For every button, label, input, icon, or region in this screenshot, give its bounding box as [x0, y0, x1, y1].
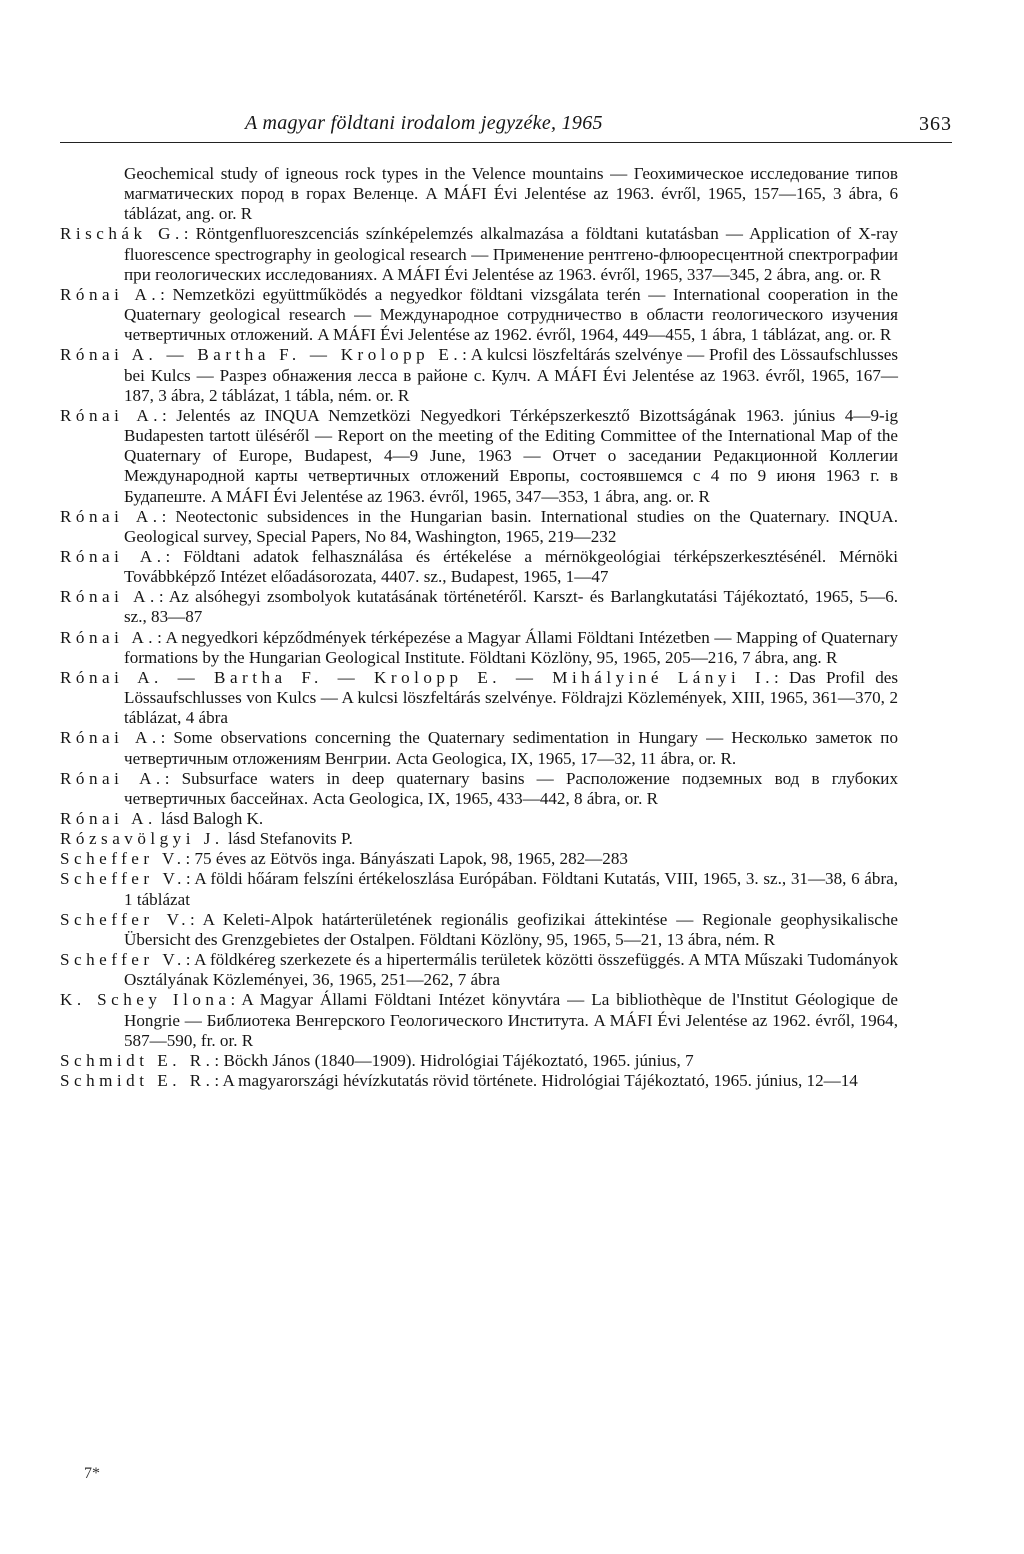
page-header: [60, 102, 952, 143]
entry-author: Rónai A.: [60, 506, 162, 526]
entry-text: : Földtani adatok felhasználása és értékelése a mérnökgeológiai térképszerkesztésénél. Mérnöki Továbbképző Intézet előadásorozata, 4407. sz., Budapest, 1965, 1—47: [124, 546, 898, 587]
bibliography-entry: [60, 406, 898, 507]
entry-text: : A Magyar Állami Földtani Intézet könyvtára — La bibliothèque de l'Institut Géologique de Hongrie — Библиотека Венгерского Геологического Института. A MÁFI Évi Jelentése az 1962. évről, 1964, 587—590, fr. or. R: [124, 990, 898, 1050]
entry-text: : Röntgenfluoreszcenciás színképelemzés alkalmazása a földtani kutatásban — Application of X-ray fluorescence spectrography in geological research — Применение рентгено-флюоресцентной спектрографии при геологических исследованиях. A MÁFI Évi Jelentése az 1963. évről, 1965, 337—345, 2 ábra, ang. or. R: [124, 224, 898, 284]
entry-author: Rózsavölgyi J.: [60, 829, 224, 849]
entry-author: Scheffer V.: [60, 869, 186, 889]
entry-author: Rischák G.: [60, 224, 184, 244]
entry-author: Rónai A.: [60, 405, 163, 425]
entry-text: : Subsurface waters in deep quaternary basins — Расположение подземных вод в глубоких четвертичных бассейнах. Acta Geologica, IX, 1965, 433—442, 8 ábra, or. R: [124, 768, 898, 808]
entry-author: Rónai A.: [60, 546, 166, 566]
entry-text: : A magyarországi hévízkutatás rövid története. Hidrológiai Tájékoztató, 1965. június, 12—14: [214, 1071, 858, 1091]
bibliography-entry: [60, 849, 898, 869]
entry-author: Rónai A.: [60, 284, 161, 304]
entry-text: : A negyedkori képződmények térképezése a Magyar Állami Földtani Intézetben — Mapping of Quaternary formations by the Hungarian Geological Institute. Földtani Közlöny, 95, 1965, 205—216, 7 ábra, ang. R: [124, 627, 898, 667]
bibliography-entry: [60, 990, 898, 1050]
bibliography-entry: [60, 809, 898, 829]
bibliography-entry: [60, 1051, 898, 1071]
entry-text: : A földkéreg szerkezete és a hipertermális területek közötti összefüggés. A MTA Műszaki Tudományok Osztályának Közleményei, 36, 1965, 251—262, 7 ábra: [124, 950, 898, 990]
bibliography-entry: [60, 224, 898, 284]
entry-author: Rónai A. — Bartha F. — Krolopp E. — Mihályiné Lányi I.: [60, 667, 774, 687]
bibliography-entry: [60, 910, 898, 950]
entry-author: Scheffer V.: [60, 950, 186, 970]
entry-author: Rónai A.: [60, 728, 161, 748]
entry-author: Schmidt E. R.: [60, 1050, 215, 1070]
entry-author: Scheffer V.: [60, 849, 186, 869]
bibliography-entry: [60, 164, 898, 224]
entry-author: Rónai A.: [60, 809, 157, 828]
entry-text: : Az alsóhegyi zsombolyok kutatásának történetéről. Karszt- és Barlangkutatási Tájékoztató, 1965, 5—6. sz., 83—87: [124, 587, 899, 627]
entry-text: : A Keleti-Alpok határterületének regionális geofizikai áttekintése — Regionale geophysikalische Übersicht des Grenzgebietes der Ostalpen. Földtani Közlöny, 95, 1965, 5—21, 13 ábra, ném. R: [124, 909, 898, 949]
bibliography-entry: [60, 587, 898, 627]
entry-text: : A kulcsi löszfeltárás szelvénye — Profil des Lössaufschlusses bei Kulcs — Разрез обнажения лесса в районе с. Кулч. A MÁFI Évi Jelentése az 1963. évről, 1965, 167—187, 3 ábra, 2 táblázat, 1 tábla, ném. or. R: [124, 345, 898, 405]
entry-text: : Nemzetközi együttműködés a negyedkor földtani vizsgálata terén — International cooperation in the Quaternary geological research — Международное сотрудничество в области геологического изучения четвертичных отложений. A MÁFI Évi Jelentése az 1962. évről, 1964, 449—455, 1 ábra, 1 táblázat, ang. or. R: [124, 284, 898, 345]
bibliography-entry: [60, 769, 898, 809]
entry-author: Schmidt E. R.: [60, 1071, 215, 1091]
bibliography-entry: [60, 628, 898, 668]
bibliography-entry: [60, 507, 898, 547]
entry-text: : Some observations concerning the Quaternary sedimentation in Hungary — Несколько заметок по четвертичным отложениям Венгрии. Acta Geologica, IX, 1965, 17—32, 11 ábra, or. R.: [124, 728, 898, 768]
entry-text: : 75 éves az Eötvös inga. Bányászati Lapok, 98, 1965, 282—283: [185, 849, 628, 869]
bibliography-entry: [60, 950, 898, 990]
bibliography-list: [60, 164, 898, 1091]
bibliography-entry: [60, 547, 898, 587]
bibliography-entry: [60, 345, 898, 405]
page-number: 363: [919, 113, 952, 135]
bibliography-entry: [60, 728, 898, 768]
entry-author: K. Schey Ilona: [60, 990, 231, 1010]
entry-text: Geochemical study of igneous rock types in the Velence mountains — Геохимическое исследование типов магматических пород в горах Веленце. A MÁFI Évi Jelentése az 1963. évről, 1965, 157—165, 3 ábra, 6 táblázat, ang. or. R: [124, 164, 898, 224]
running-title: A magyar földtani irodalom jegyzéke, 1965: [245, 112, 603, 134]
entry-author: Rónai A.: [60, 627, 158, 647]
bibliography-entry: [60, 285, 898, 345]
bibliography-entry: [60, 829, 898, 849]
signature-mark: 7*: [84, 1465, 100, 1482]
entry-author: Rónai A.: [60, 768, 165, 788]
bibliography-entry: [60, 668, 898, 728]
bibliography-entry: [60, 1071, 898, 1091]
entry-text: : Neotectonic subsidences in the Hungarian basin. International studies on the Quaternary. INQUA. Geological survey, Special Papers, No 84, Washington, 1965, 219—232: [124, 506, 898, 546]
entry-text: lásd Balogh K.: [156, 809, 264, 828]
entry-author: Scheffer V.: [60, 909, 191, 929]
entry-author: Rónai A. — Bartha F. — Krolopp E.: [60, 345, 463, 365]
bibliography-entry: [60, 869, 898, 909]
entry-text: : A földi hőáram felszíni értékeloszlása Európában. Földtani Kutatás, VIII, 1965, 3. sz., 31—38, 6 ábra, 1 táblázat: [124, 869, 898, 909]
entry-author: Rónai A.: [60, 587, 159, 607]
entry-text: lásd Stefanovits P.: [223, 829, 353, 849]
entry-text: : Böckh János (1840—1909). Hidrológiai Tájékoztató, 1965. június, 7: [214, 1050, 694, 1070]
entry-text: : Jelentés az INQUA Nemzetközi Negyedkori Térképszerkesztő Bizottságának 1963. június 4—9-ig Budapesten tartott üléséről — Report on the meeting of the Editing Committee of the International Map of the Quaternary of Europe, Budapest, 4—9 June, 1963 — Отчет о заседании Редакционной Коллегии Международной карты четвертичных отложений Европы, состоявшемся с 4 по 9 июня 1963 г. в Будапеште. A MÁFI Évi Jelentése az 1963. évről, 1965, 347—353, 1 ábra, ang. or. R: [124, 405, 899, 506]
entry-text: : Das Profil des Lössaufschlusses von Kulcs — A kulcsi löszfeltárás szelvénye. Földrajzi Közlemények, XIII, 1965, 361—370, 2 táblázat, 4 ábra: [124, 667, 898, 728]
